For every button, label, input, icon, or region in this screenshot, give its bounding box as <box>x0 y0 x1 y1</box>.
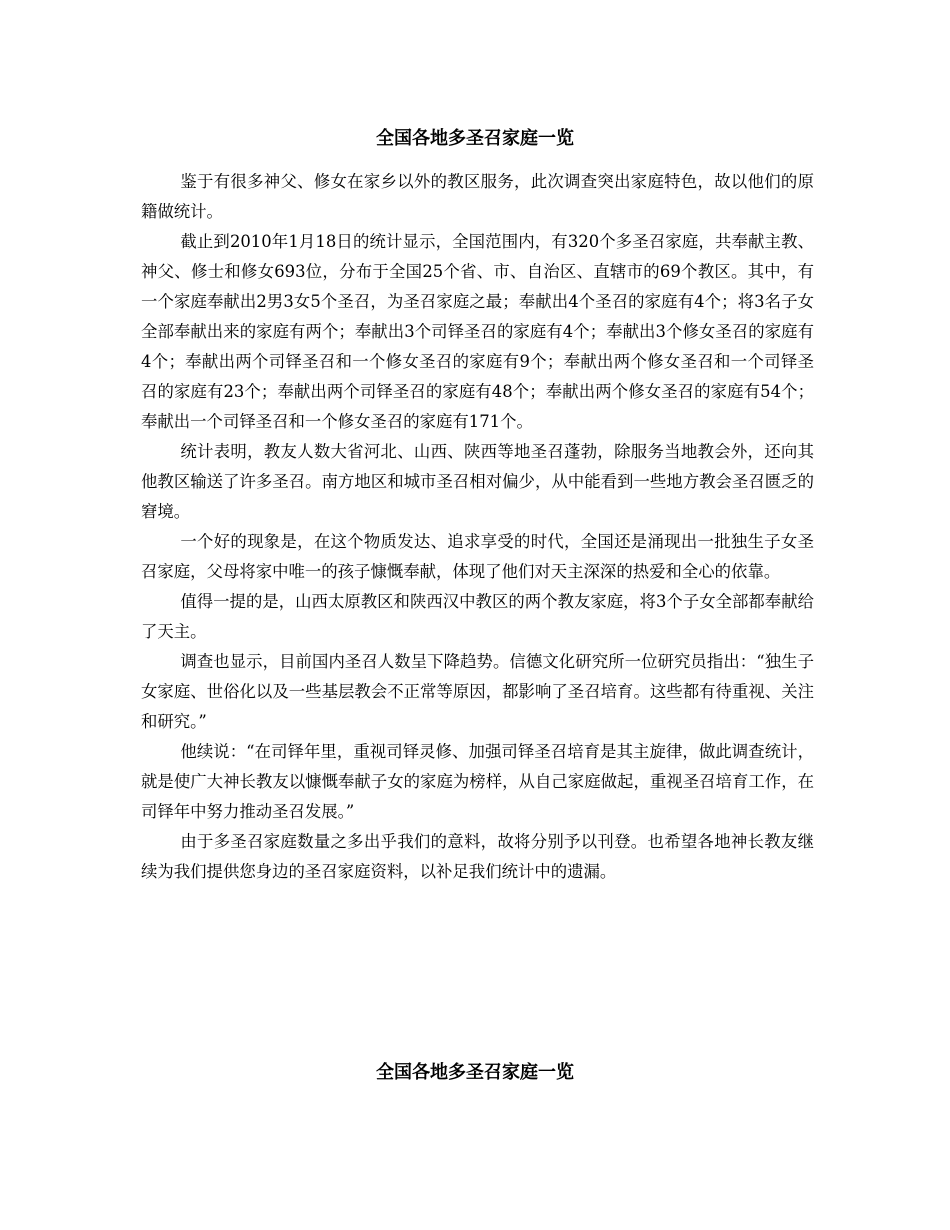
paragraph-decline: 调查也显示，目前国内圣召人数呈下降趋势。信德文化研究所一位研究员指出：“独生子女家庭、世俗化以及一些基层教会不正常等原因，都影响了圣召培育。这些都有待重视、关注和研究。” <box>141 652 814 731</box>
article-body <box>141 167 814 887</box>
document-title: 全国各地多圣召家庭一览 <box>376 128 574 150</box>
paragraph-intro: 鉴于有很多神父、修女在家乡以外的教区服务，此次调查突出家庭特色，故以他们的原籍做统计。 <box>141 172 814 221</box>
paragraph-statistics: 截止到2010年1月18日的统计显示，全国范围内，有320个多圣召家庭，共奉献主教、神父、修士和修女693位，分布于全国25个省、市、自治区、直辖市的69个教区。其中，有一个家庭奉献出2男3女5个圣召，为圣召家庭之最；奉献出4个圣召的家庭有4个；将3名子女全部奉献出来的家庭有两个；奉献出3个司铎圣召的家庭有4个；奉献出3个修女圣召的家庭有4个；奉献出两个司铎圣召和一个修女圣召的家庭有9个；奉献出两个修女圣召和一个司铎圣召的家庭有23个；奉献出两个司铎圣召的家庭有48个；奉献出两个修女圣召的家庭有54个；奉献出一个司铎圣召和一个修女圣召的家庭有171个。 <box>141 232 814 431</box>
paragraph-quote: 他续说：“在司铎年里，重视司铎灵修、加强司铎圣召培育是其主旋律，做此调查统计，就是使广大神长教友以慷慨奉献子女的家庭为榜样，从自己家庭做起，重视圣召培育工作，在司铎年中努力推动圣召发展。” <box>141 742 814 821</box>
section-title: 全国各地多圣召家庭一览 <box>376 1061 574 1083</box>
paragraph-regional: 统计表明，教友人数大省河北、山西、陕西等地圣召蓬勃，除服务当地教会外，还向其他教区输送了许多圣召。南方地区和城市圣召相对偏少，从中能看到一些地方教会圣召匮乏的窘境。 <box>141 442 814 521</box>
paragraph-only-child: 一个好的现象是，在这个物质发达、追求享受的时代，全国还是涌现出一批独生子女圣召家庭，父母将家中唯一的孩子慷慨奉献，体现了他们对天主深深的热爱和全心的依靠。 <box>141 532 814 581</box>
paragraph-closing: 由于多圣召家庭数量之多出乎我们的意料，故将分别予以刊登。也希望各地神长教友继续为我们提供您身边的圣召家庭资料，以补足我们统计中的遗漏。 <box>141 832 814 881</box>
paragraph-notable-families: 值得一提的是，山西太原教区和陕西汉中教区的两个教友家庭，将3个子女全部都奉献给了天主。 <box>141 592 814 641</box>
